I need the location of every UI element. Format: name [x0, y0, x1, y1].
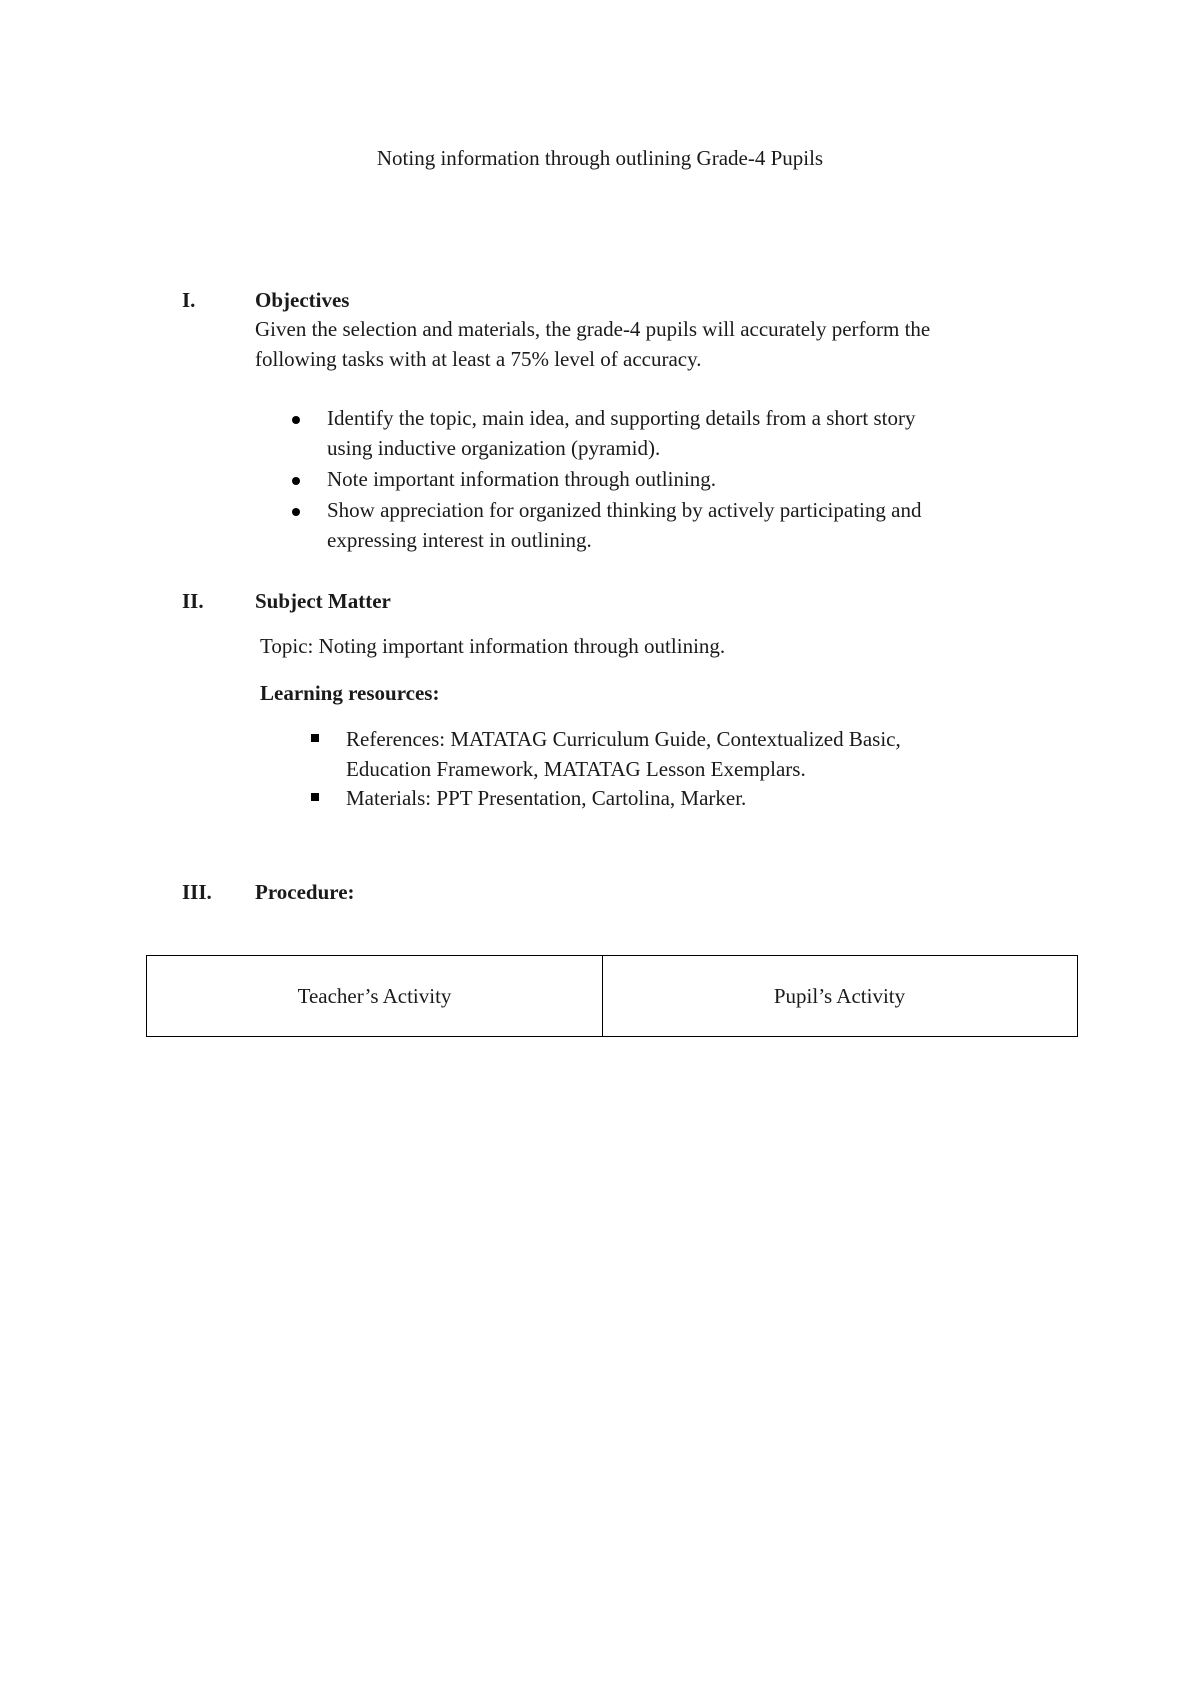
resource-item-2-line-1: Materials: PPT Presentation, Cartolina, Marker.: [346, 786, 747, 810]
square-bullet-icon: [311, 793, 319, 801]
objective-bullet-3-line-2: expressing interest in outlining.: [327, 528, 592, 552]
section-heading-subject-matter: Subject Matter: [255, 589, 391, 613]
subject-topic: Topic: Noting important information through outlining.: [260, 634, 726, 658]
objective-bullet-1-line-2: using inductive organization (pyramid).: [327, 436, 661, 460]
objective-bullet-1-line-1: Identify the topic, main idea, and supporting details from a short story: [327, 406, 916, 430]
objective-bullet-2-line-1: Note important information through outlining.: [327, 467, 717, 491]
section-number-subject-matter: II.: [182, 589, 204, 613]
bullet-icon: [292, 477, 300, 485]
resource-item-1-line-2: Education Framework, MATATAG Lesson Exemplars.: [346, 757, 806, 781]
objectives-intro-line-1: Given the selection and materials, the grade-4 pupils will accurately perform the: [255, 317, 931, 341]
learning-resources-heading: Learning resources:: [260, 681, 440, 705]
section-number-procedure: III.: [182, 880, 212, 904]
section-heading-objectives: Objectives: [255, 288, 350, 312]
square-bullet-icon: [311, 734, 319, 742]
section-heading-procedure: Procedure:: [255, 880, 355, 904]
objective-bullet-3-line-1: Show appreciation for organized thinking by actively participating and: [327, 498, 922, 522]
document-title: Noting information through outlining Grade-4 Pupils: [376, 146, 824, 170]
bullet-icon: [292, 508, 300, 516]
bullet-icon: [292, 416, 300, 424]
table-header-teacher-activity: Teacher’s Activity: [147, 956, 603, 1036]
objectives-intro-line-2: following tasks with at least a 75% level of accuracy.: [255, 347, 702, 371]
section-number-objectives: I.: [182, 288, 196, 312]
procedure-table: [146, 955, 1078, 1037]
table-header-pupil-activity: Pupil’s Activity: [773, 983, 906, 1008]
resource-item-1-line-1: References: MATATAG Curriculum Guide, Contextualized Basic,: [346, 727, 901, 751]
